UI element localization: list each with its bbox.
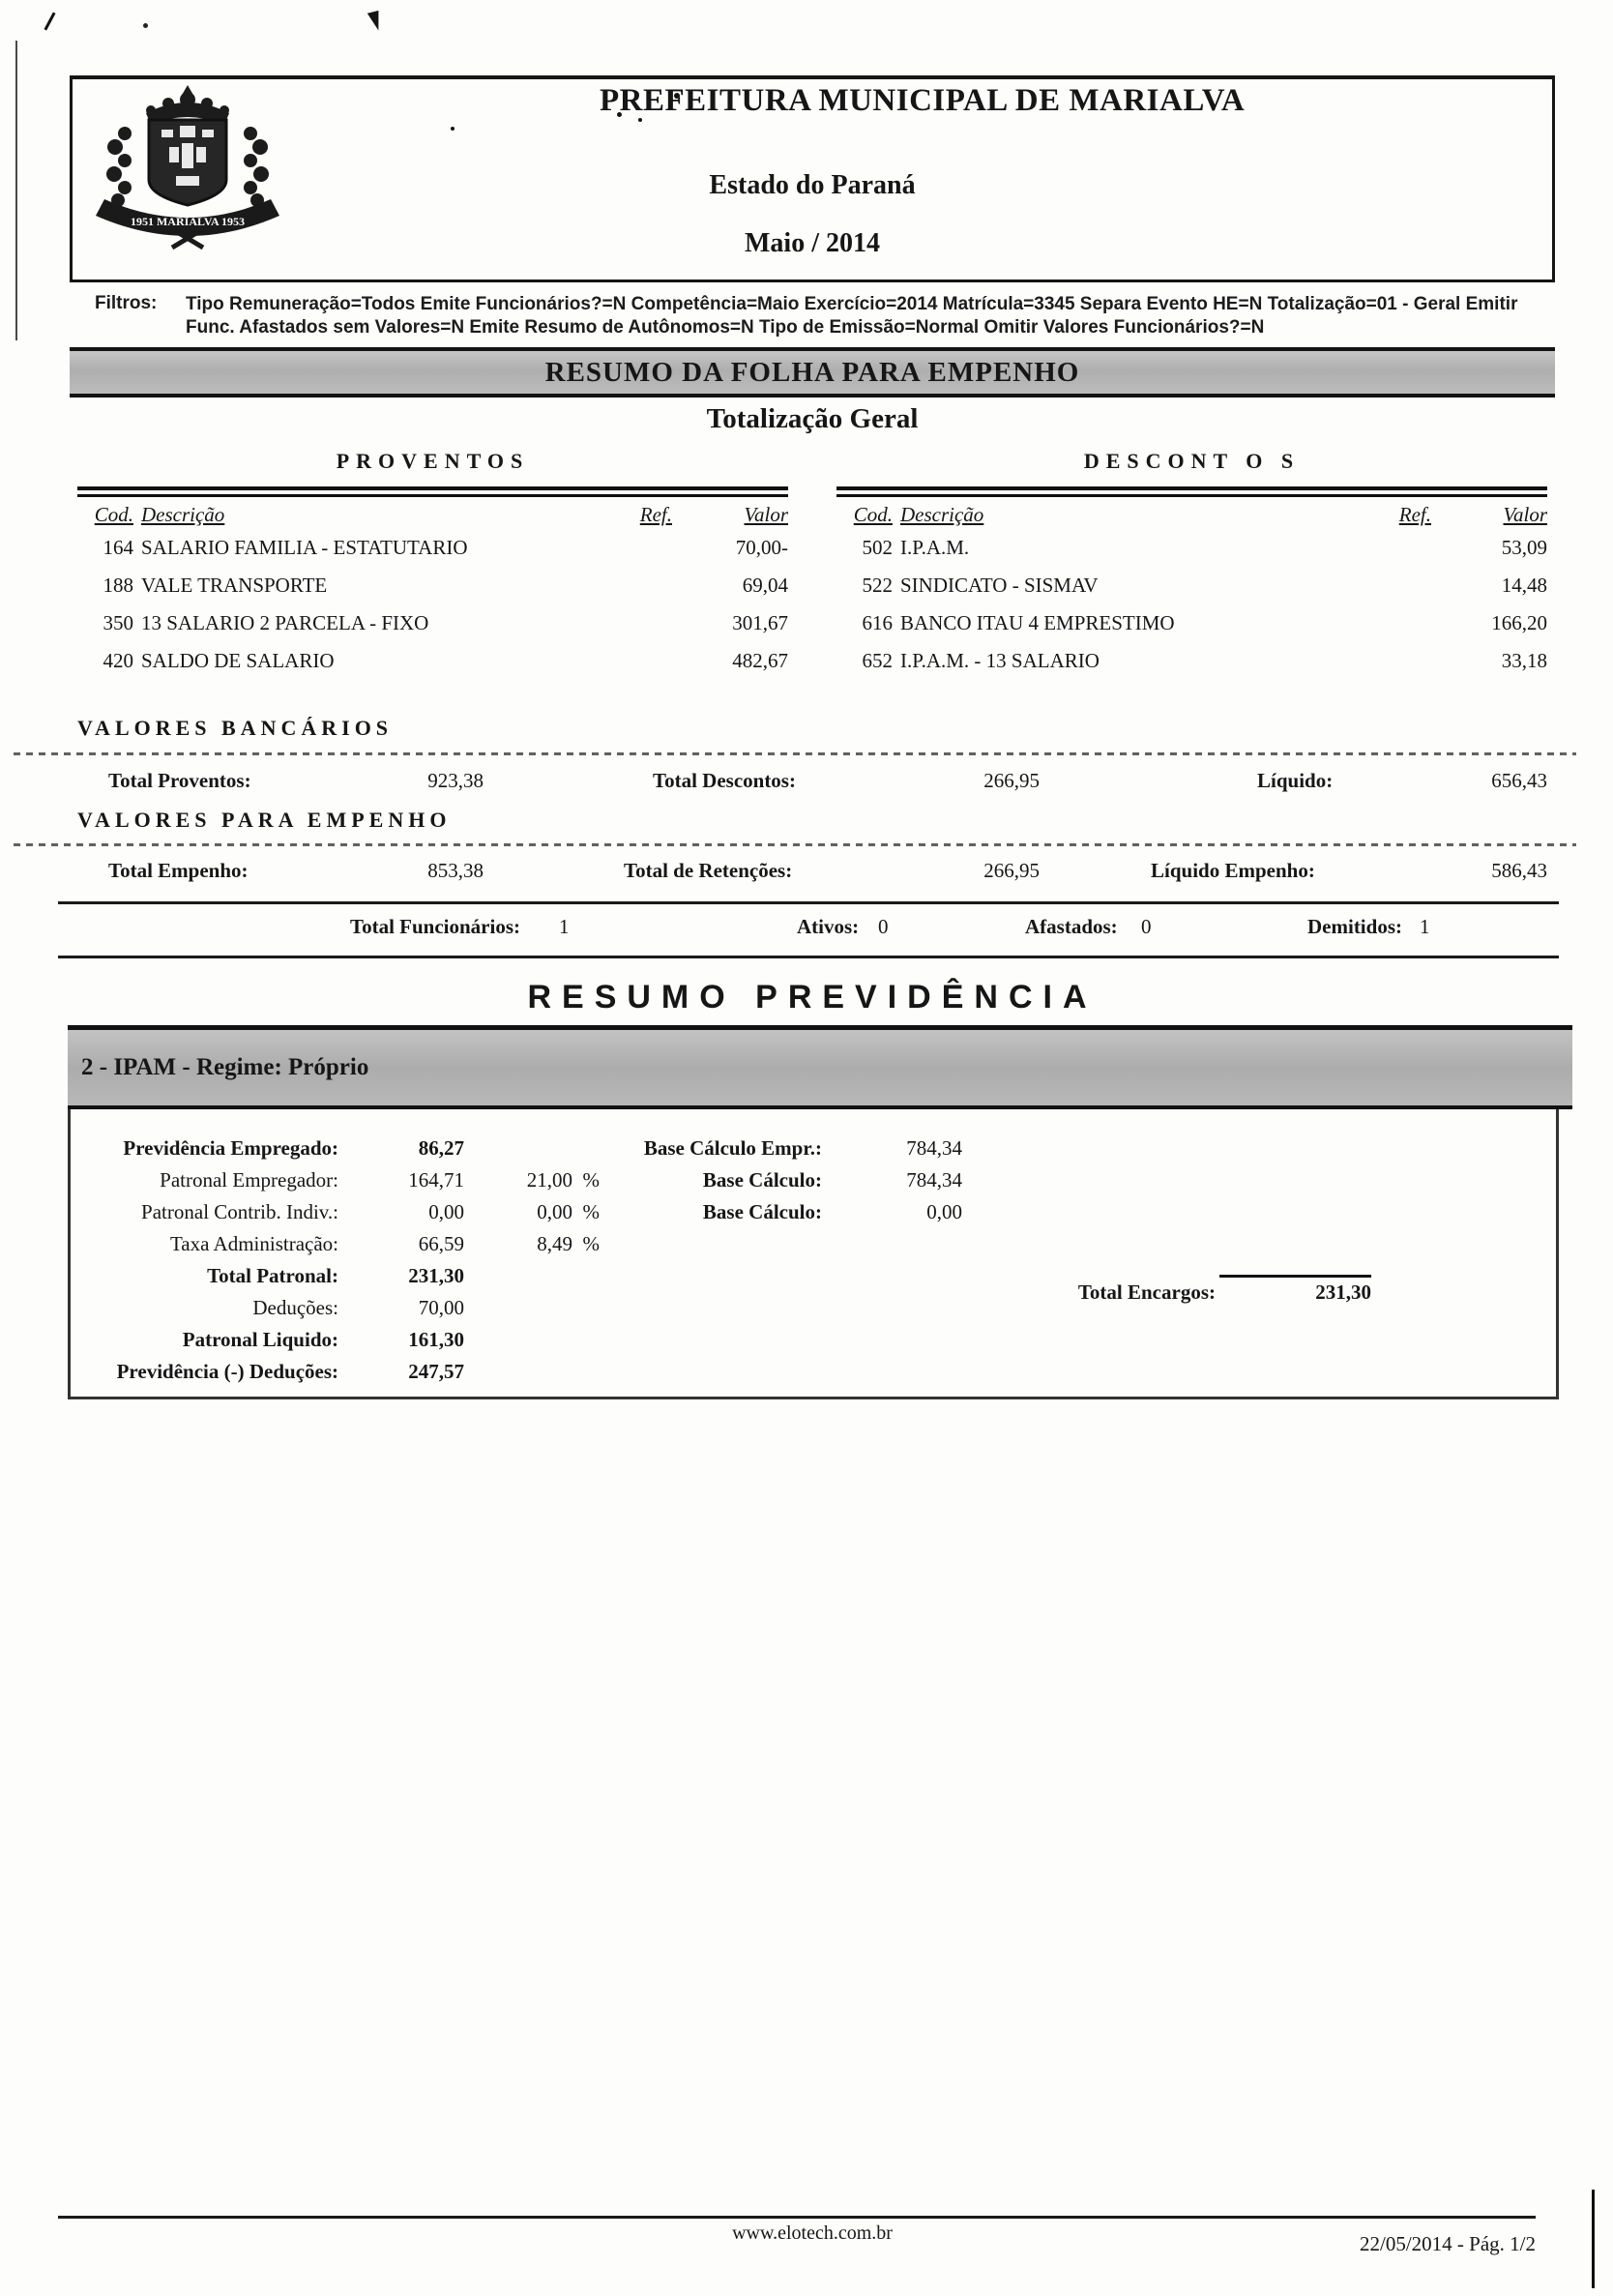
table-row xyxy=(77,536,788,574)
row-valor: 14,48 xyxy=(1501,574,1547,597)
total-empenho-value: 853,38 xyxy=(427,859,484,882)
ativos-label: Ativos: xyxy=(797,915,860,938)
scan-artifact-edge-line xyxy=(1592,2190,1595,2288)
municipal-coat-of-arms-logo xyxy=(85,83,290,250)
descontos-title: DESCONT O S xyxy=(1083,449,1301,473)
row-cod: 652 xyxy=(862,649,893,672)
row-descricao: I.P.A.M. xyxy=(900,536,970,559)
table-row xyxy=(836,536,1547,574)
table-row xyxy=(77,611,788,649)
total-encargos-label: Total Encargos: xyxy=(1077,1280,1216,1304)
liquido-value: 656,43 xyxy=(1491,769,1547,792)
col-header-valor: Valor xyxy=(1503,503,1547,526)
footer-rule xyxy=(58,2216,1536,2219)
proventos-header-row xyxy=(77,503,788,536)
prev-row-percent: 0,00 % xyxy=(537,1200,600,1223)
double-rule xyxy=(836,486,1547,497)
col-header-cod: Cod. xyxy=(94,503,133,526)
row-valor: 69,04 xyxy=(742,574,788,597)
row-cod: 420 xyxy=(103,649,133,672)
row-descricao: SINDICATO - SISMAV xyxy=(900,574,1099,597)
prev-row-label: Previdência Empregado: xyxy=(123,1136,338,1160)
base-calculo-empr-value: 784,34 xyxy=(906,1136,962,1160)
total-encargos-value: 231,30 xyxy=(1315,1280,1371,1304)
scan-artifact-dot xyxy=(143,23,148,28)
filters-line-2: Func. Afastados sem Valores=N Emite Resumo de Autônomos=N Tipo de Emissão=Normal Omitir Valores Funcionários?=N xyxy=(186,317,1265,338)
footer-date-page: 22/05/2014 - Pág. 1/2 xyxy=(1360,2232,1536,2255)
liquido-label: Líquido: xyxy=(1257,769,1334,792)
prev-row-value: 231,30 xyxy=(408,1264,464,1287)
prev-row-value: 161,30 xyxy=(408,1328,464,1351)
liquido-empenho-value: 586,43 xyxy=(1491,859,1547,882)
col-header-cod: Cod. xyxy=(853,503,893,526)
base-calculo-label: Base Cálculo: xyxy=(702,1168,822,1192)
prev-row-label: Taxa Administração: xyxy=(169,1232,338,1255)
row-descricao: SALDO DE SALARIO xyxy=(141,649,335,672)
proventos-table xyxy=(77,449,788,687)
total-funcionarios-label: Total Funcionários: xyxy=(350,915,520,938)
prev-row-value: 66,59 xyxy=(418,1232,464,1255)
prev-row-value: 0,00 xyxy=(428,1200,464,1223)
afastados-label: Afastados: xyxy=(1025,915,1118,938)
total-descontos-value: 266,95 xyxy=(983,769,1040,792)
demitidos-value: 1 xyxy=(1420,915,1430,938)
row-cod: 164 xyxy=(103,536,133,559)
scan-artifact-edge-line xyxy=(15,41,17,340)
base-calculo-empr-label: Base Cálculo Empr.: xyxy=(643,1136,822,1160)
horizontal-rule xyxy=(58,956,1559,958)
prev-row-label: Total Patronal: xyxy=(207,1264,338,1287)
total-empenho-label: Total Empenho: xyxy=(108,859,249,882)
total-proventos-value: 923,38 xyxy=(427,769,484,792)
row-cod: 522 xyxy=(862,574,893,597)
total-proventos-label: Total Proventos: xyxy=(108,769,251,792)
total-retencoes-label: Total de Retenções: xyxy=(624,859,793,882)
col-header-descricao: Descrição xyxy=(900,503,984,526)
liquido-empenho-label: Líquido Empenho: xyxy=(1151,859,1315,882)
prev-row-label: Patronal Contrib. Indiv.: xyxy=(141,1200,338,1223)
row-cod: 188 xyxy=(103,574,133,597)
row-valor: 482,67 xyxy=(732,649,788,672)
page-title: PREFEITURA MUNICIPAL DE MARIALVA xyxy=(600,83,1246,118)
ipam-regime-banner: 2 - IPAM - Regime: Próprio xyxy=(68,1025,1572,1109)
row-cod: 616 xyxy=(862,611,893,634)
table-row xyxy=(836,611,1547,649)
prev-row-percent: 21,00 % xyxy=(526,1168,600,1192)
prev-row-label: Previdência (-) Deduções: xyxy=(116,1360,338,1383)
filters-line-1: Tipo Remuneração=Todos Emite Funcionários?=N Competência=Maio Exercício=2014 Matrícula=3345 Separa Evento HE=N Totalização=01 - Geral Emitir xyxy=(186,294,1518,314)
logo-banner-text: 1951 MARIALVA 1953 xyxy=(130,215,246,228)
ativos-value: 0 xyxy=(878,915,889,938)
row-cod: 502 xyxy=(862,536,893,559)
row-descricao: VALE TRANSPORTE xyxy=(141,574,328,597)
prev-row-label: Deduções: xyxy=(252,1296,338,1319)
row-cod: 350 xyxy=(103,611,133,634)
filters-text xyxy=(186,293,1540,339)
col-header-valor: Valor xyxy=(744,503,788,526)
row-valor: 33,18 xyxy=(1501,649,1547,672)
prev-row-percent: 8,49 % xyxy=(537,1232,600,1255)
row-descricao: I.P.A.M. - 13 SALARIO xyxy=(900,649,1100,672)
base-calculo-value: 784,34 xyxy=(906,1168,962,1192)
table-row xyxy=(77,649,788,687)
filters-label: Filtros: xyxy=(95,293,158,313)
total-retencoes-value: 266,95 xyxy=(983,859,1040,882)
proventos-title: PROVENTOS xyxy=(336,449,530,473)
row-valor: 301,67 xyxy=(732,611,788,634)
col-header-descricao: Descrição xyxy=(141,503,225,526)
base-calculo-label: Base Cálculo: xyxy=(702,1200,822,1223)
scan-artifact-mark xyxy=(367,11,383,32)
col-header-ref: Ref. xyxy=(639,503,672,526)
afastados-value: 0 xyxy=(1141,915,1152,938)
row-valor: 166,20 xyxy=(1491,611,1547,634)
total-descontos-label: Total Descontos: xyxy=(653,769,796,792)
valores-empenho-heading: VALORES PARA EMPENHO xyxy=(77,808,452,832)
state-subtitle: Estado do Paraná xyxy=(709,170,916,200)
table-row xyxy=(77,574,788,611)
row-descricao: BANCO ITAU 4 EMPRESTIMO xyxy=(900,611,1175,634)
demitidos-label: Demitidos: xyxy=(1307,915,1402,938)
prev-row-value: 247,57 xyxy=(408,1360,464,1383)
section-banner-resumo-folha: RESUMO DA FOLHA PARA EMPENHO xyxy=(70,347,1555,397)
base-calculo-value: 0,00 xyxy=(926,1200,962,1223)
row-valor: 53,09 xyxy=(1501,536,1547,559)
horizontal-rule xyxy=(58,901,1559,904)
section-subtitle-totalizacao: Totalização Geral xyxy=(706,403,919,434)
period-subtitle: Maio / 2014 xyxy=(745,228,880,258)
prev-row-label: Patronal Liquido: xyxy=(182,1328,338,1351)
prev-row-value: 86,27 xyxy=(418,1136,464,1160)
valores-bancarios-heading: VALORES BANCÁRIOS xyxy=(77,716,394,740)
row-descricao: SALARIO FAMILIA - ESTATUTARIO xyxy=(141,536,468,559)
dashed-rule xyxy=(14,752,1576,755)
total-funcionarios-value: 1 xyxy=(559,915,570,938)
previdencia-title: RESUMO PREVIDÊNCIA xyxy=(527,979,1098,1016)
scan-artifact-mark xyxy=(44,12,55,30)
row-valor: 70,00- xyxy=(735,536,788,559)
row-descricao: 13 SALARIO 2 PARCELA - FIXO xyxy=(141,611,429,634)
prev-row-value: 70,00 xyxy=(418,1296,464,1319)
descontos-table xyxy=(836,449,1547,687)
footer-website: www.elotech.com.br xyxy=(732,2222,893,2244)
table-row xyxy=(836,649,1547,687)
descontos-header-row xyxy=(836,503,1547,536)
col-header-ref: Ref. xyxy=(1398,503,1431,526)
prev-row-value: 164,71 xyxy=(408,1168,464,1192)
table-row xyxy=(836,574,1547,611)
dashed-rule xyxy=(14,843,1576,846)
total-encargos-overline xyxy=(1219,1275,1371,1278)
prev-row-label: Patronal Empregador: xyxy=(160,1168,338,1192)
double-rule xyxy=(77,486,788,497)
